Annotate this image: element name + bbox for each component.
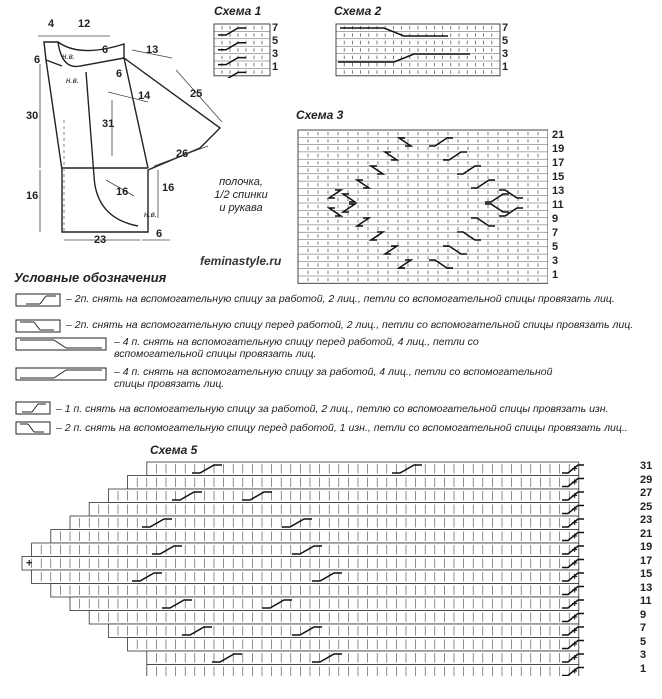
grid-row	[32, 570, 579, 584]
legend-item: – 2 п. снять на вспомогательную спицу перед работой, 1 изн., петли со вспомогательной спицы провязать лиц..	[56, 422, 628, 434]
schema3-chart	[296, 128, 548, 284]
nv-label: н.в.	[62, 52, 76, 61]
measure-total-upper: 30	[26, 110, 39, 122]
site-watermark: feminastyle.ru	[200, 254, 282, 268]
purl-mark: +	[571, 572, 578, 583]
measure-bottom-curve: 16	[116, 186, 129, 198]
legend-item: – 4 п. снять на вспомогательную спицу перед работой, 4 лиц., петли со вспомогательной спицы провязать лиц.	[114, 336, 479, 360]
caption-line: 1/2 спинки	[214, 189, 268, 201]
row-number: 5	[640, 635, 647, 648]
schema1-title: Схема 1	[214, 4, 262, 18]
pattern-caption	[196, 176, 286, 215]
measure-neck-width: 6	[102, 44, 109, 56]
row-number: 15	[552, 171, 565, 183]
schema2-chart	[334, 22, 504, 78]
grid-row	[51, 584, 579, 598]
purl-mark: +	[571, 491, 578, 502]
purl-mark: +	[571, 599, 578, 610]
row-number: 29	[640, 473, 653, 486]
grid-row	[70, 597, 579, 611]
row-number: 27	[640, 487, 653, 499]
grid-row	[128, 638, 579, 652]
row-number: 5	[552, 241, 559, 253]
schema5-chart	[20, 460, 640, 676]
caption-line: и рукава	[219, 202, 263, 214]
row-number: 7	[272, 22, 279, 34]
row-number: 21	[640, 527, 653, 540]
purl-mark: +	[571, 612, 578, 624]
row-number: 19	[640, 541, 653, 553]
row-number: 7	[640, 622, 647, 634]
schema5-row-labels	[640, 460, 652, 676]
purl-mark: +	[571, 504, 578, 516]
measure-bottom-small: 6	[156, 228, 163, 240]
schema1-chart	[212, 22, 302, 78]
legend-item: – 2п. снять на вспомогательную спицу перед работой, 2 лиц., петли со вспомогательной спицы провязать лиц.	[66, 319, 634, 331]
nv-label: н.в.	[66, 76, 80, 85]
measure-center-len: 31	[102, 118, 115, 130]
row-number: 17	[640, 554, 653, 567]
row-number: 13	[552, 185, 565, 197]
purl-mark: +	[571, 666, 578, 676]
grid-row	[89, 611, 579, 625]
purl-mark: +	[571, 653, 578, 664]
purl-mark: +	[571, 464, 578, 475]
purl-mark: +	[571, 558, 578, 570]
grid-row	[147, 665, 579, 677]
measure-sleeve-len: 25	[190, 88, 203, 100]
row-number: 11	[640, 595, 652, 607]
purl-mark: +	[571, 545, 578, 556]
row-number: 9	[552, 213, 559, 225]
purl-mark: +	[26, 557, 33, 570]
grid-frame	[298, 130, 548, 283]
measure-lower: 16	[26, 190, 39, 202]
measure-neck-depth: 6	[34, 54, 41, 66]
row-number: 1	[502, 61, 509, 73]
measure-bottom-side: 16	[162, 182, 175, 194]
measure-bottom-width: 23	[94, 234, 107, 246]
row-number: 5	[502, 35, 509, 47]
row-number: 3	[502, 48, 509, 60]
schema3-title: Схема 3	[296, 108, 344, 122]
purl-mark: +	[571, 477, 578, 489]
row-number: 7	[552, 227, 559, 239]
purl-mark: +	[571, 585, 578, 597]
row-number: 7	[502, 22, 509, 34]
row-number: 15	[640, 568, 653, 580]
row-number: 25	[640, 500, 653, 513]
row-number: 3	[272, 48, 279, 60]
schema2-row-labels	[502, 22, 508, 74]
row-number: 21	[552, 129, 565, 141]
row-number: 17	[552, 157, 565, 169]
schema1-row-labels	[272, 22, 278, 74]
row-number: 9	[640, 608, 647, 621]
legend-item: – 1 п. снять на вспомогательную спицу за работой, 2 лиц., петлю со вспомогательной спицы провязать изн.	[56, 403, 609, 415]
row-number: 13	[640, 581, 653, 594]
legend-title: Условные обозначения	[14, 270, 167, 285]
grid-row	[89, 503, 579, 517]
row-number: 31	[640, 460, 653, 472]
measure-armhole-depth: 14	[138, 90, 151, 102]
schema3-row-labels	[552, 128, 564, 282]
schema5-title: Схема 5	[150, 443, 198, 457]
legend-item: – 2п. снять на вспомогательную спицу за работой, 2 лиц., петли со вспомогательной спицы провязать лиц.	[66, 293, 615, 305]
row-number: 19	[552, 143, 565, 155]
row-number: 3	[640, 649, 647, 661]
nv-label: н.в.	[144, 210, 158, 219]
caption-line: полочка,	[219, 176, 263, 188]
row-number: 23	[640, 514, 653, 526]
grid-row	[128, 476, 579, 490]
grid-row	[108, 624, 578, 638]
legend-symbols	[14, 292, 124, 442]
grid-row	[147, 651, 579, 665]
row-number: 1	[552, 269, 559, 281]
purl-mark: +	[571, 518, 578, 529]
row-number: 1	[640, 662, 647, 675]
row-number: 3	[552, 255, 559, 267]
row-number: 1	[272, 61, 279, 73]
grid-row	[51, 530, 579, 544]
row-number: 11	[552, 199, 564, 211]
measure-top-offset: 4	[48, 18, 55, 30]
row-number: 5	[272, 35, 279, 47]
measure-shoulder-len: 13	[146, 44, 159, 56]
measure-sleeve-cap: 6	[116, 68, 123, 80]
grid-row	[32, 543, 579, 557]
legend-item: – 4 п. снять на вспомогательную спицу за работой, 4 лиц., петли со вспомогательной спицы провязать лиц.	[114, 366, 553, 390]
purl-mark: +	[571, 639, 578, 651]
purl-mark: +	[571, 626, 578, 637]
measure-side: 26	[176, 148, 189, 160]
schema2-title: Схема 2	[334, 4, 382, 18]
measure-top-width: 12	[78, 18, 91, 30]
purl-mark: +	[571, 531, 578, 543]
grid-row	[147, 462, 579, 476]
